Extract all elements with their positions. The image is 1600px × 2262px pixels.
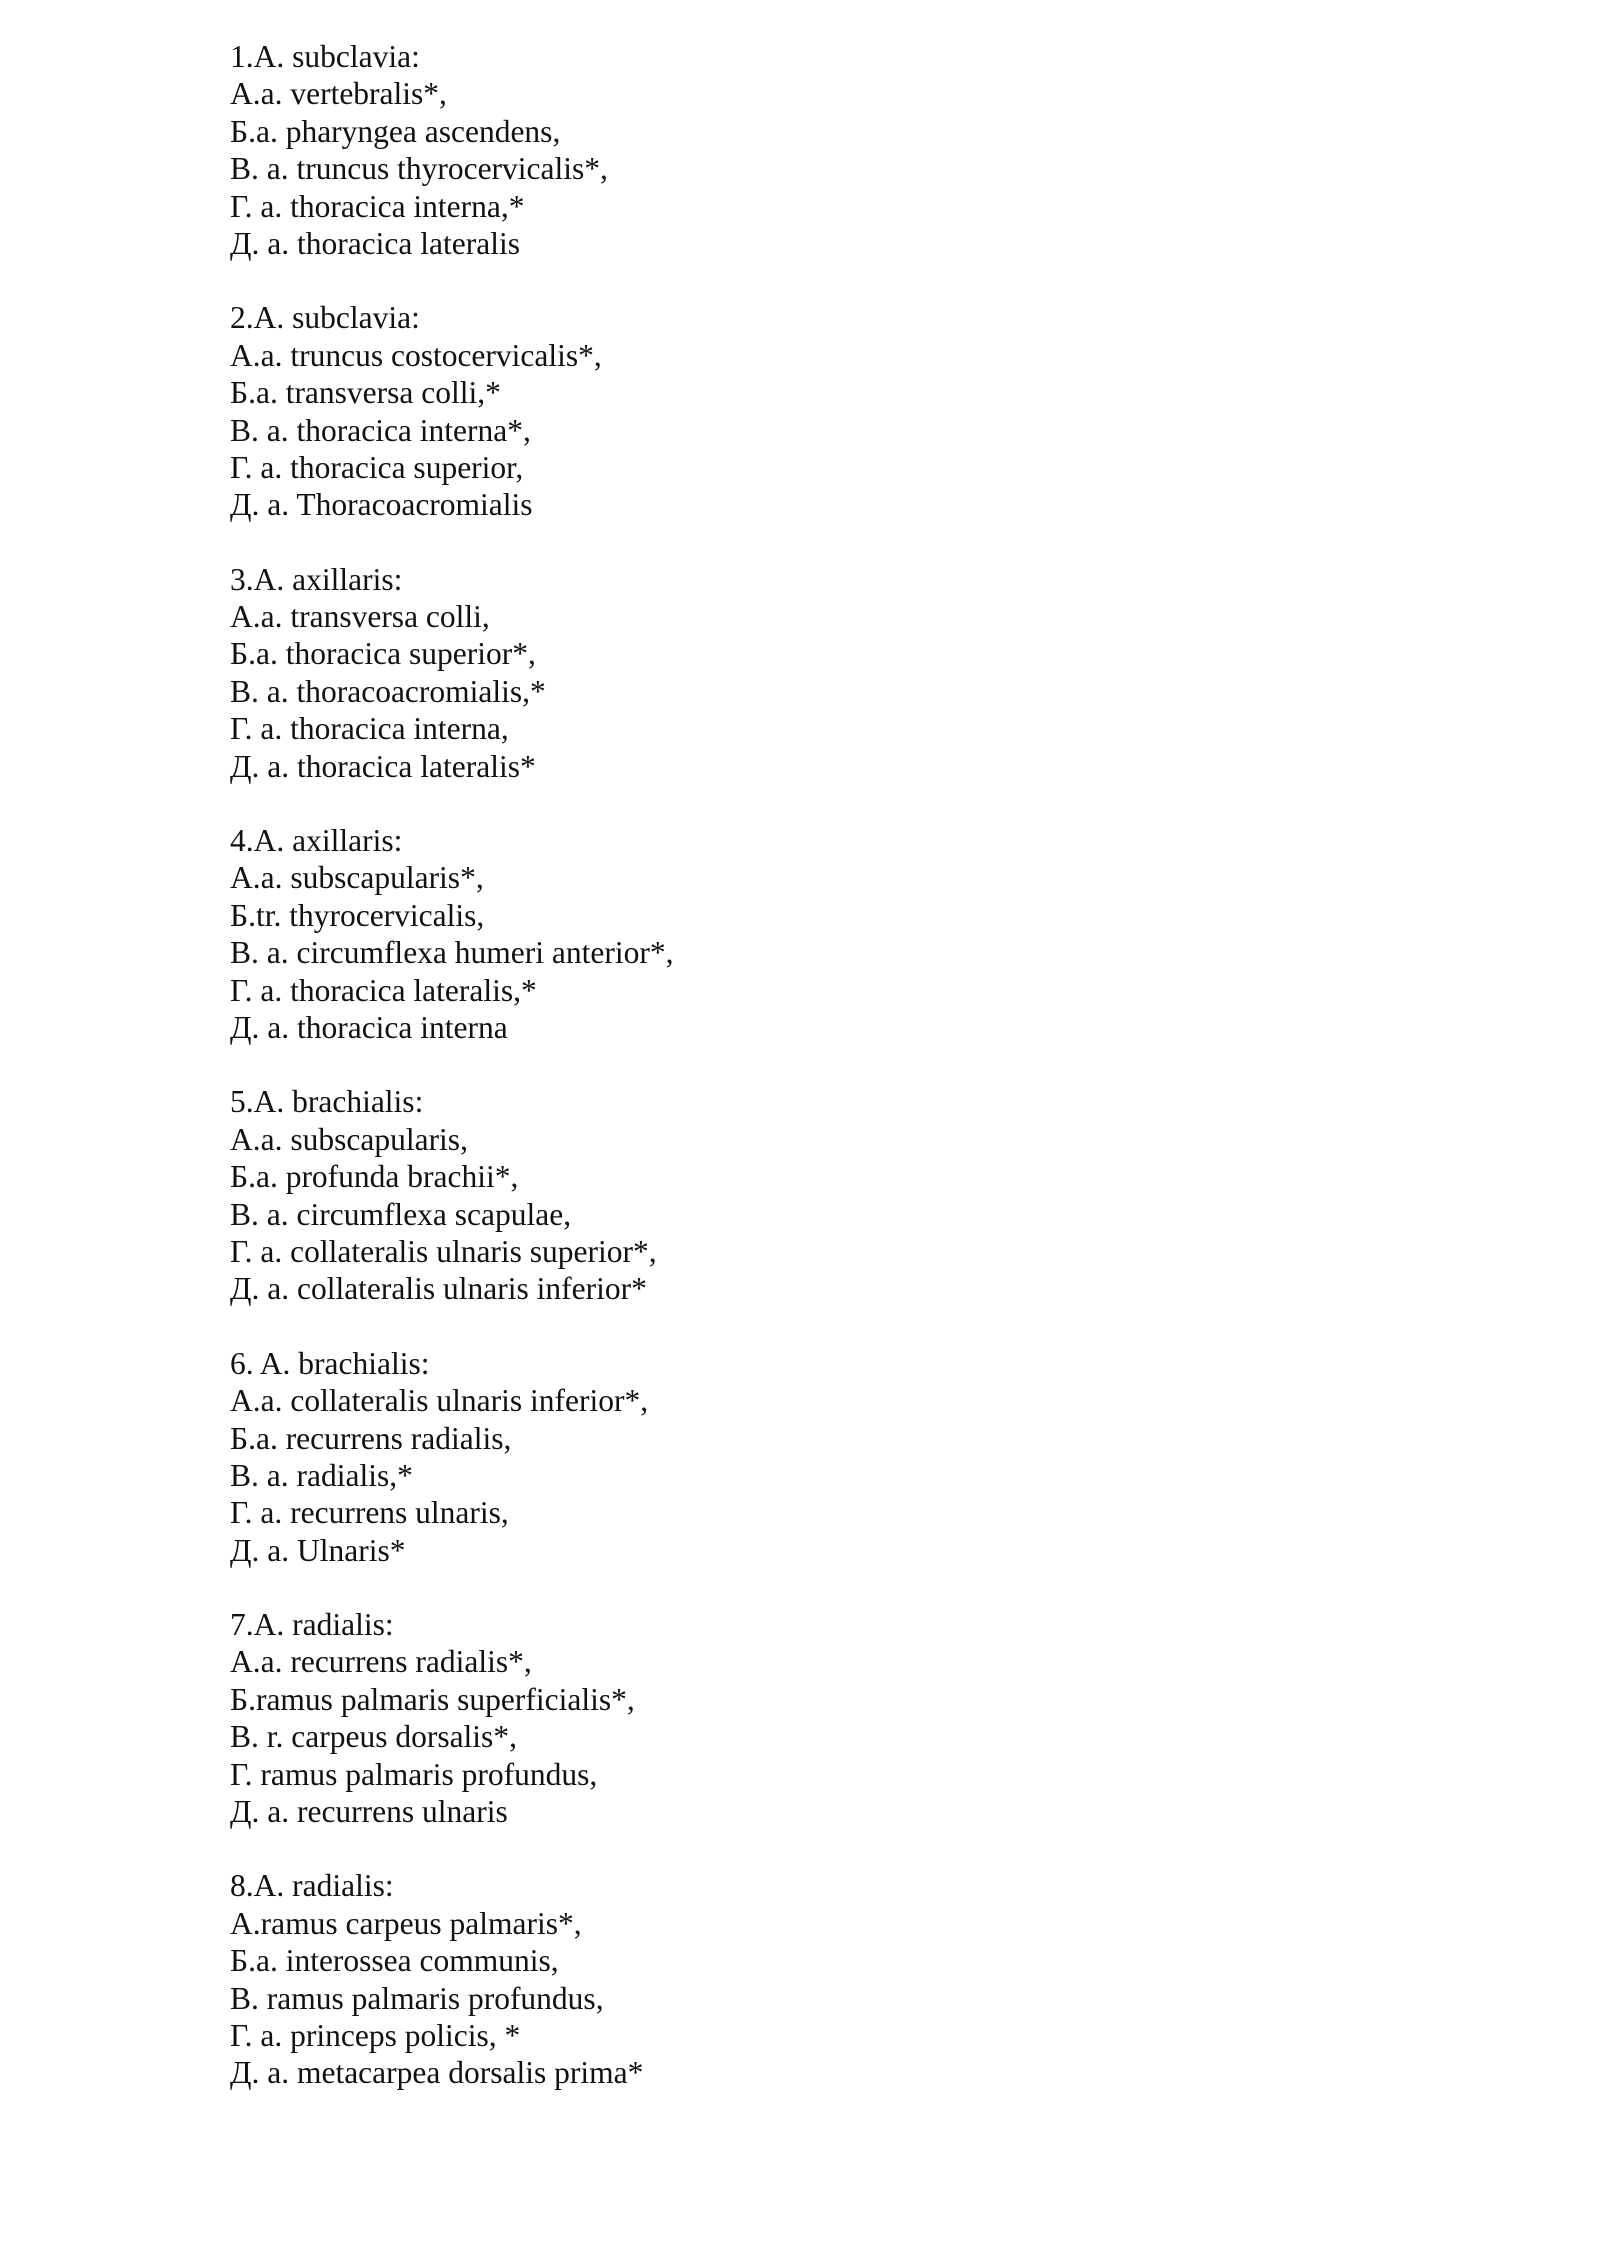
question-3 bbox=[230, 561, 1380, 785]
answer-option: Б.a. thoracica superior*, bbox=[230, 636, 536, 672]
answer-option: Г. a. recurrens ulnaris, bbox=[230, 1495, 509, 1531]
answer-option: Д. a. thoracica lateralis* bbox=[230, 748, 536, 784]
answer-option: Б.a. interossea communis, bbox=[230, 1943, 559, 1979]
answer-option: В. a. circumflexa scapulae, bbox=[230, 1196, 572, 1232]
answer-option: Д. a. Ulnaris* bbox=[230, 1532, 406, 1568]
answer-option: Д. a. collateralis ulnaris inferior* bbox=[230, 1271, 647, 1307]
answer-option: А.a. subscapularis*, bbox=[230, 860, 484, 896]
question-title: 1.A. subclavia: bbox=[230, 39, 420, 74]
answer-option: Г. a. thoracica superior, bbox=[230, 449, 524, 485]
question-4 bbox=[230, 822, 1380, 1046]
answer-option: Б.ramus palmaris superficialis*, bbox=[230, 1681, 635, 1717]
answer-option: А.a. subscapularis, bbox=[230, 1121, 468, 1157]
answer-option: Г. a. collateralis ulnaris superior*, bbox=[230, 1233, 657, 1269]
answer-option: Б.a. pharyngea ascendens, bbox=[230, 113, 561, 149]
answer-option: А.a. recurrens radialis*, bbox=[230, 1644, 532, 1680]
answer-option: Б.a. profunda brachii*, bbox=[230, 1159, 519, 1195]
answer-option: А.a. collateralis ulnaris inferior*, bbox=[230, 1383, 649, 1419]
answer-option: Д. a. recurrens ulnaris bbox=[230, 1794, 508, 1830]
answer-option: А.a. truncus costocervicalis*, bbox=[230, 337, 602, 373]
question-6 bbox=[230, 1345, 1380, 1569]
answer-option: В. r. carpeus dorsalis*, bbox=[230, 1719, 517, 1755]
answer-option: Г. a. thoracica lateralis,* bbox=[230, 972, 537, 1008]
question-list bbox=[230, 38, 1380, 2129]
answer-option: А.a. vertebralis*, bbox=[230, 76, 447, 112]
answer-option: В. ramus palmaris profundus, bbox=[230, 1980, 604, 2016]
answer-option: Г. a. princeps policis, * bbox=[230, 2017, 521, 2053]
answer-option: Д. a. thoracica interna bbox=[230, 1009, 508, 1045]
answer-option: Г. a. thoracica interna,* bbox=[230, 188, 525, 224]
answer-option: Г. a. thoracica interna, bbox=[230, 711, 509, 747]
question-title: 3.A. axillaris: bbox=[230, 561, 403, 597]
answer-option: Г. ramus palmaris profundus, bbox=[230, 1756, 598, 1792]
question-title: 4.A. axillaris: bbox=[230, 823, 403, 859]
answer-option: Б.tr. thyrocervicalis, bbox=[230, 897, 485, 933]
question-title: 8.A. radialis: bbox=[230, 1868, 394, 1904]
answer-option: В. a. truncus thyrocervicalis*, bbox=[230, 151, 608, 187]
answer-option: В. a. circumflexa humeri anterior*, bbox=[230, 935, 674, 971]
question-5 bbox=[230, 1083, 1380, 1307]
answer-option: Д. a. metacarpea dorsalis prima* bbox=[230, 2055, 644, 2091]
question-8 bbox=[230, 1867, 1380, 2091]
question-title: 7.A. radialis: bbox=[230, 1607, 394, 1643]
answer-option: В. a. radialis,* bbox=[230, 1457, 413, 1493]
question-title: 6. A. brachialis: bbox=[230, 1345, 430, 1381]
question-title: 2.A. subclavia: bbox=[230, 300, 420, 336]
answer-option: А.a. transversa colli, bbox=[230, 599, 490, 635]
question-2 bbox=[230, 299, 1380, 523]
answer-option: Д. a. thoracica lateralis bbox=[230, 225, 520, 261]
answer-option: Б.a. recurrens radialis, bbox=[230, 1420, 512, 1456]
answer-option: А.ramus carpeus palmaris*, bbox=[230, 1905, 582, 1941]
question-1 bbox=[230, 38, 1380, 262]
question-title: 5.A. brachialis: bbox=[230, 1084, 424, 1120]
answer-option: Д. a. Thoracoacromialis bbox=[230, 487, 533, 523]
answer-option: В. a. thoracica interna*, bbox=[230, 412, 531, 448]
question-7 bbox=[230, 1606, 1380, 1830]
answer-option: В. a. thoracoacromialis,* bbox=[230, 673, 546, 709]
answer-option: Б.a. transversa colli,* bbox=[230, 375, 501, 411]
